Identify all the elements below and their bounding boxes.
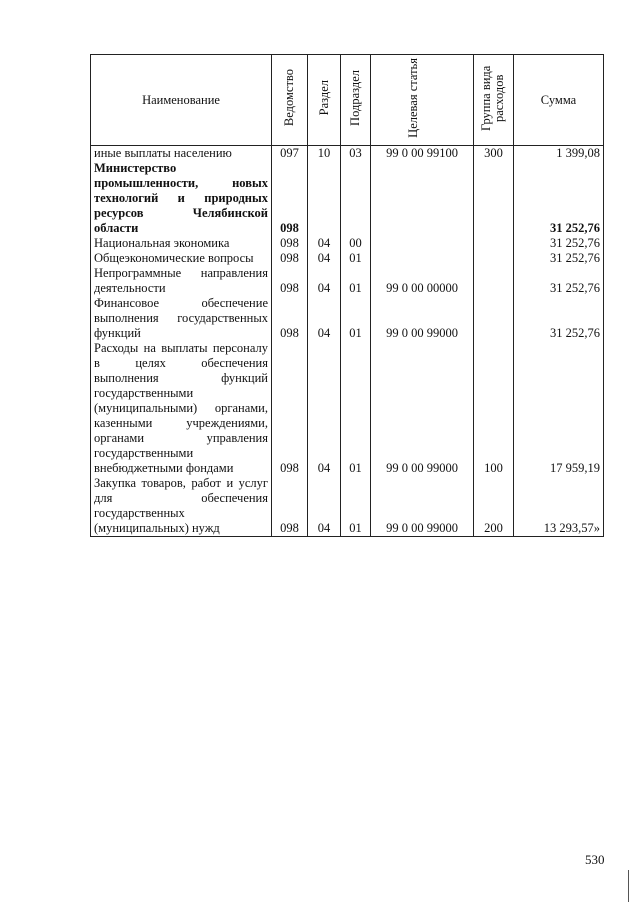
cell-name: Непрограммные направления деятельности <box>91 266 272 296</box>
cell-vedomstvo: 098 <box>272 236 308 251</box>
cell-summa: 31 252,76 <box>514 236 604 251</box>
header-vedomstvo: Ведомство <box>272 55 308 146</box>
cell-vedomstvo: 098 <box>272 266 308 296</box>
table-row <box>91 236 604 251</box>
cell-vedomstvo: 098 <box>272 251 308 266</box>
cell-celevaya-statya <box>371 161 474 236</box>
cell-podrazdel: 01 <box>341 266 371 296</box>
cell-name: Финансовое обеспечение выполнения государственных функций <box>91 296 272 341</box>
table-row <box>91 296 604 341</box>
header-podrazdel: Подраздел <box>341 55 371 146</box>
scan-edge-mark <box>628 870 629 902</box>
header-razdel: Раздел <box>308 55 341 146</box>
header-summa: Сумма <box>514 55 604 146</box>
table-row <box>91 251 604 266</box>
cell-celevaya-statya <box>371 236 474 251</box>
cell-summa: 31 252,76 <box>514 161 604 236</box>
cell-vedomstvo: 098 <box>272 161 308 236</box>
cell-podrazdel: 00 <box>341 236 371 251</box>
cell-vedomstvo: 098 <box>272 296 308 341</box>
table-row <box>91 341 604 476</box>
cell-razdel <box>308 161 341 236</box>
cell-summa: 17 959,19 <box>514 341 604 476</box>
cell-podrazdel: 03 <box>341 146 371 162</box>
cell-summa: 13 293,57» <box>514 476 604 537</box>
cell-vedomstvo: 098 <box>272 341 308 476</box>
cell-gruppa <box>474 251 514 266</box>
page-number: 530 <box>585 852 605 867</box>
cell-name: Национальная экономика <box>91 236 272 251</box>
cell-name: Общеэкономические вопросы <box>91 251 272 266</box>
cell-razdel: 04 <box>308 251 341 266</box>
cell-name: Расходы на выплаты персоналу в целях обеспечения выполнения функций государственными (муниципальными) органами, казенными учреждениями, органами управления государственными внебюджетными фондами <box>91 341 272 476</box>
cell-celevaya-statya: 99 0 00 99100 <box>371 146 474 162</box>
cell-razdel: 10 <box>308 146 341 162</box>
table-body <box>91 146 604 537</box>
cell-podrazdel: 01 <box>341 341 371 476</box>
cell-summa: 31 252,76 <box>514 296 604 341</box>
cell-celevaya-statya: 99 0 00 99000 <box>371 476 474 537</box>
table-row <box>91 161 604 236</box>
header-row <box>91 55 604 146</box>
cell-vedomstvo: 097 <box>272 146 308 162</box>
cell-name: Закупка товаров, работ и услуг для обеспечения государственных (муниципальных) нужд <box>91 476 272 537</box>
budget-table <box>90 54 604 537</box>
cell-podrazdel <box>341 161 371 236</box>
cell-gruppa <box>474 236 514 251</box>
header-celevaya-statya: Целевая статья <box>371 55 474 146</box>
cell-razdel: 04 <box>308 266 341 296</box>
cell-gruppa <box>474 296 514 341</box>
cell-vedomstvo: 098 <box>272 476 308 537</box>
cell-razdel: 04 <box>308 236 341 251</box>
table-row <box>91 146 604 162</box>
cell-celevaya-statya: 99 0 00 99000 <box>371 341 474 476</box>
cell-razdel: 04 <box>308 341 341 476</box>
cell-summa: 1 399,08 <box>514 146 604 162</box>
cell-razdel: 04 <box>308 296 341 341</box>
cell-celevaya-statya: 99 0 00 00000 <box>371 266 474 296</box>
table-row <box>91 476 604 537</box>
header-gruppa-vida-rashodov: Группа вида расходов <box>474 55 514 146</box>
cell-podrazdel: 01 <box>341 476 371 537</box>
cell-gruppa: 300 <box>474 146 514 162</box>
table-row <box>91 266 604 296</box>
cell-name: Министерство промышленности, новых технологий и природных ресурсов Челябинской области <box>91 161 272 236</box>
header-name: Наименование <box>91 55 272 146</box>
cell-summa: 31 252,76 <box>514 266 604 296</box>
cell-name: иные выплаты населению <box>91 146 272 162</box>
cell-celevaya-statya <box>371 251 474 266</box>
cell-gruppa <box>474 266 514 296</box>
cell-gruppa: 100 <box>474 341 514 476</box>
cell-podrazdel: 01 <box>341 251 371 266</box>
cell-razdel: 04 <box>308 476 341 537</box>
cell-gruppa <box>474 161 514 236</box>
cell-gruppa: 200 <box>474 476 514 537</box>
cell-podrazdel: 01 <box>341 296 371 341</box>
cell-celevaya-statya: 99 0 00 99000 <box>371 296 474 341</box>
cell-summa: 31 252,76 <box>514 251 604 266</box>
